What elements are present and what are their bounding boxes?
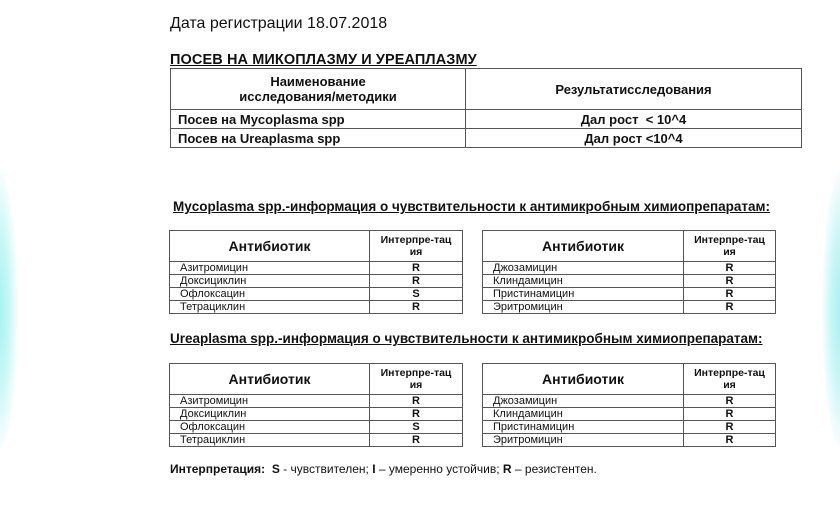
decorative-glow-right [822, 170, 840, 450]
interpretation-header-line1: Интерпре-тац [380, 234, 452, 246]
antibiotic-column-header: Антибиотик [483, 364, 684, 395]
method-cell: Посев на Ureaplasma spp [171, 129, 466, 148]
antibiotic-name-cell: Доксициклин [170, 408, 370, 421]
antibiotic-header-row [170, 231, 463, 262]
results-header-row [171, 69, 802, 110]
table-row [483, 301, 776, 314]
method-column-header [171, 69, 466, 110]
interpretation-header-line2: ия [723, 379, 736, 391]
interpretation-header-line1: Интерпре-тац [694, 367, 765, 379]
method-cell: Посев на Mycoplasma spp [171, 110, 466, 129]
interpretation-column-header [370, 364, 463, 395]
interpretation-value-cell: R [370, 301, 463, 314]
antibiotic-name-cell: Офлоксацин [170, 288, 370, 301]
antibiotic-header-row [483, 364, 776, 395]
interpretation-value-cell: R [684, 288, 776, 301]
ureaplasma-antibiotics-table-left [169, 363, 463, 447]
table-row [483, 262, 776, 275]
table-row [170, 434, 463, 447]
table-row [171, 129, 802, 148]
legend-i-text: – умеренно устойчив; [375, 462, 503, 476]
interpretation-column-header [684, 364, 776, 395]
antibiotic-name-cell: Клиндамицин [483, 408, 684, 421]
antibiotic-name-cell: Эритромицин [483, 301, 684, 314]
ureaplasma-section-title: Ureaplasma spp.-информация о чувствительности к антимикробным химиопрепаратам: [170, 331, 763, 346]
table-row [483, 288, 776, 301]
result-column-header: Результатисследования [466, 69, 802, 110]
result-cell: Дал рост <10^4 [466, 129, 802, 148]
decorative-glow-left [0, 170, 18, 450]
antibiotic-name-cell: Тетрациклин [170, 434, 370, 447]
interpretation-value-cell: R [684, 301, 776, 314]
legend-i-code: I [372, 462, 376, 476]
interpretation-value-cell: S [370, 288, 463, 301]
interpretation-legend [170, 462, 597, 476]
table-row [170, 395, 463, 408]
table-row [483, 434, 776, 447]
table-row [483, 395, 776, 408]
interpretation-header-line2: ия [723, 246, 736, 258]
table-row [483, 275, 776, 288]
interpretation-header-line2: ия [409, 246, 423, 258]
table-row [483, 421, 776, 434]
antibiotic-name-cell: Офлоксацин [170, 421, 370, 434]
interpretation-value-cell: S [370, 421, 463, 434]
antibiotic-name-cell: Эритромицин [483, 434, 684, 447]
interpretation-value-cell: R [370, 395, 463, 408]
interpretation-value-cell: R [684, 408, 776, 421]
table-row [170, 262, 463, 275]
interpretation-value-cell: R [370, 275, 463, 288]
antibiotic-header-row [170, 364, 463, 395]
antibiotic-column-header: Антибиотик [170, 231, 370, 262]
interpretation-column-header [370, 231, 463, 262]
interpretation-value-cell: R [684, 421, 776, 434]
antibiotic-column-header: Антибиотик [170, 364, 370, 395]
antibiotic-header-row [483, 231, 776, 262]
interpretation-value-cell: R [370, 262, 463, 275]
table-row [170, 408, 463, 421]
interpretation-value-cell: R [684, 395, 776, 408]
legend-s-code: S [271, 462, 280, 476]
antibiotic-name-cell: Джозамицин [483, 395, 684, 408]
registration-date: Дата регистрации 18.07.2018 [170, 15, 388, 32]
page-title: ПОСЕВ НА МИКОПЛАЗМУ И УРЕАПЛАЗМУ [170, 52, 477, 68]
antibiotic-name-cell: Джозамицин [483, 262, 684, 275]
method-header-line1: Наименование [270, 74, 366, 89]
interpretation-header-line2: ия [409, 379, 423, 391]
antibiotic-name-cell: Азитромицин [170, 262, 370, 275]
method-header-line2: исследования/методики [239, 89, 397, 104]
antibiotic-name-cell: Пристинамицин [483, 288, 684, 301]
antibiotic-name-cell: Тетрациклин [170, 301, 370, 314]
table-row [170, 275, 463, 288]
interpretation-header-line1: Интерпре-тац [694, 234, 765, 246]
antibiotic-name-cell: Клиндамицин [483, 275, 684, 288]
mycoplasma-section-title: Mycoplasma spp.-информация о чувствительности к антимикробным химиопрепаратам: [173, 199, 771, 214]
interpretation-value-cell: R [370, 408, 463, 421]
mycoplasma-antibiotics-table-left [169, 230, 463, 314]
legend-r-text: – резистентен. [511, 462, 597, 476]
interpretation-value-cell: R [370, 434, 463, 447]
table-row [170, 421, 463, 434]
interpretation-value-cell: R [684, 262, 776, 275]
legend-label: Интерпретация: [170, 462, 266, 476]
ureaplasma-antibiotics-table-right [482, 363, 776, 447]
result-cell: Дал рост < 10^4 [466, 110, 802, 129]
table-row [170, 288, 463, 301]
antibiotic-name-cell: Азитромицин [170, 395, 370, 408]
antibiotic-column-header: Антибиотик [483, 231, 684, 262]
legend-r-code: R [502, 462, 512, 476]
legend-s-text: - чувствителен; [279, 462, 373, 476]
mycoplasma-antibiotics-table-right [482, 230, 776, 314]
table-row [170, 301, 463, 314]
table-row [483, 408, 776, 421]
interpretation-value-cell: R [684, 275, 776, 288]
interpretation-column-header [684, 231, 776, 262]
interpretation-value-cell: R [684, 434, 776, 447]
interpretation-header-line1: Интерпре-тац [380, 367, 452, 379]
results-table [170, 68, 802, 148]
antibiotic-name-cell: Доксициклин [170, 275, 370, 288]
antibiotic-name-cell: Пристинамицин [483, 421, 684, 434]
table-row [171, 110, 802, 129]
